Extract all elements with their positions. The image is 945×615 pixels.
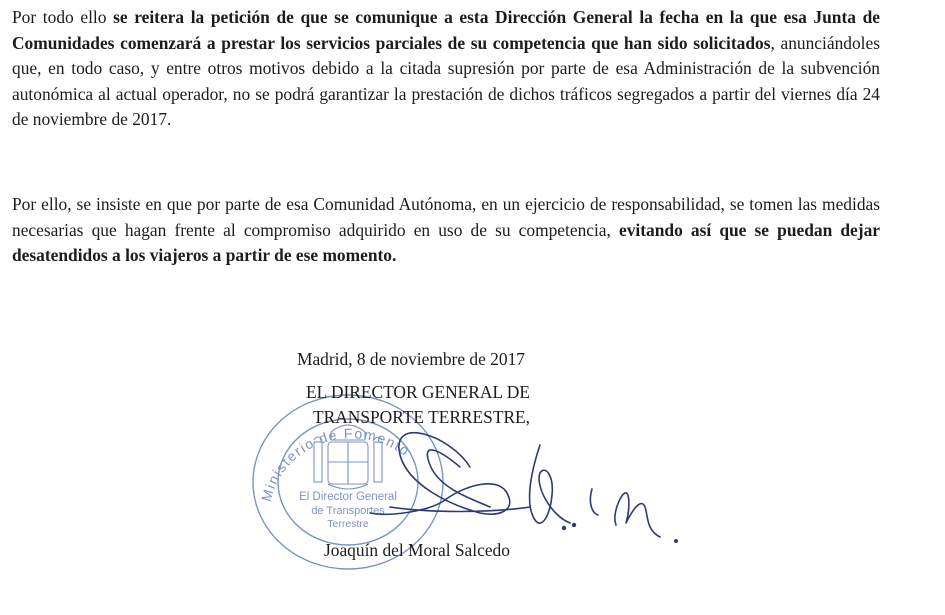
stamp-ring-path-text: Ministerio de Fomento <box>257 425 414 504</box>
para2-bold-end: evitando así que se puedan dejar desatendidos a los viajeros a partir de ese momento. <box>12 219 880 266</box>
para2-text-start: Por ello, se insiste en que por parte de esa Comunidad Autónoma, en un ejercicio de responsabilidad, se tomen las medidas necesarias que hagan frente al compromiso adquirido en uso de su competencia, <box>12 194 880 240</box>
paragraph-request <box>12 5 880 133</box>
para1-bold-request: se reitera la petición de que se comunique a esta Dirección General la fecha en la que esa Junta de Comunidades comenzará a prestar los servicios parciales de su competencia que han sido solicitados <box>12 7 880 53</box>
para1-text-end: , anunciándoles que, en todo caso, y entre otros motivos debido a la citada supresión por parte de esa Administración de la subvención autonómica al actual operador, no se podrá garantizar la prestación de dichos tráficos segregados a partir del viernes día 24 de noviembre de 2017. <box>12 32 880 130</box>
stamp-line2: de Transportes <box>311 505 385 517</box>
place-date: Madrid, 8 de noviembre de 2017 <box>297 349 525 369</box>
stamp-line3: Terrestre <box>327 518 369 530</box>
signer-title-line2: TRANSPORTE TERRESTRE, <box>313 407 531 427</box>
signer-name: Joaquín del Moral Salcedo <box>324 540 510 560</box>
para1-text-start: Por todo ello <box>12 7 114 27</box>
signer-title-line1: EL DIRECTOR GENERAL DE <box>306 382 530 402</box>
handwritten-signature <box>330 395 690 555</box>
paragraph-insist <box>12 192 880 269</box>
stamp-line1: El Director General <box>299 491 397 503</box>
